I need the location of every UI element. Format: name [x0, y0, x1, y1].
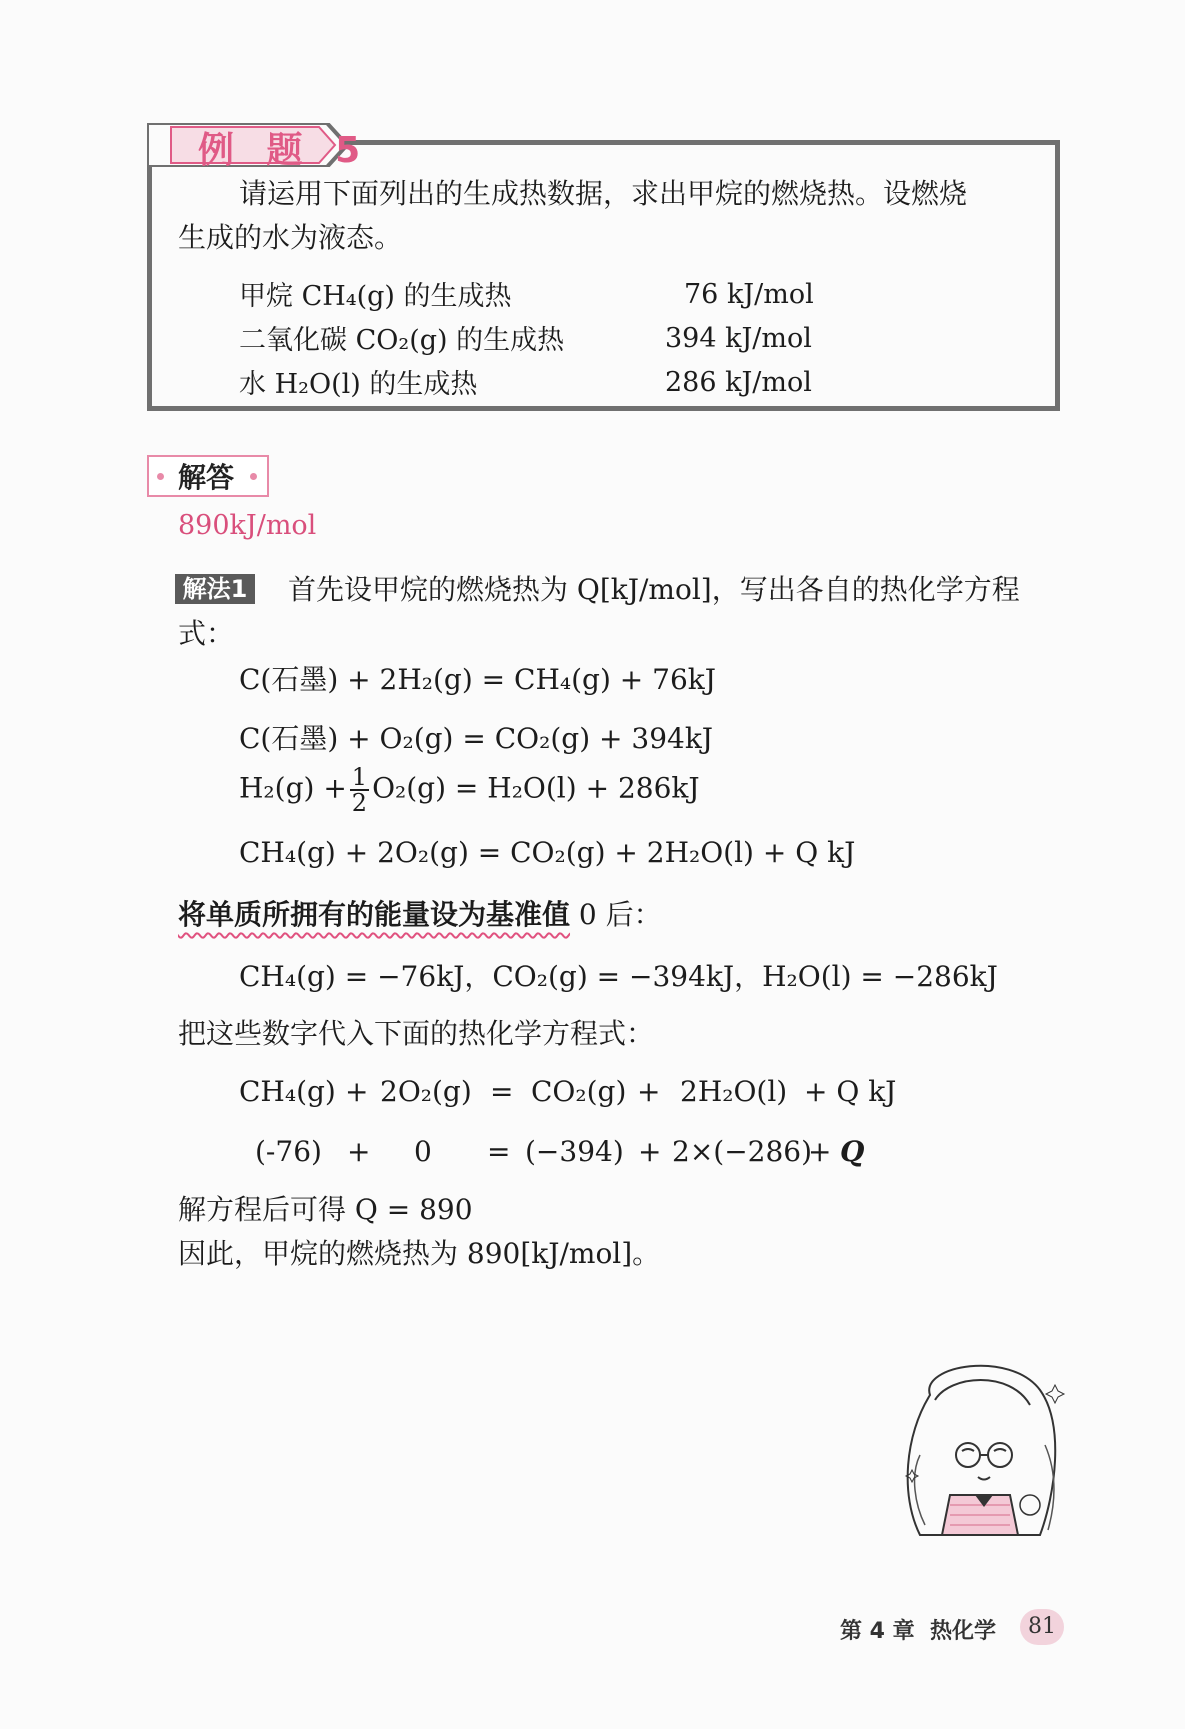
- final-val-op-2: +: [638, 1135, 662, 1168]
- fraction-denominator: 2: [351, 789, 368, 817]
- method1-badge: 解法1: [175, 574, 255, 604]
- equation-3-right: O₂(g) = H₂O(l) + 286kJ: [372, 771, 700, 805]
- final-eq-op-1: +: [345, 1075, 369, 1108]
- equation-3: [239, 765, 700, 815]
- data-row-label-methane: 甲烷 CH₄(g) 的生成热: [239, 281, 512, 312]
- mascot-illustration: [890, 1355, 1070, 1555]
- final-val-2: 0: [414, 1135, 432, 1168]
- example-title: 例 题 5: [198, 130, 371, 171]
- final-eq-term-2: 2O₂(g): [380, 1075, 472, 1108]
- equation-3-left: H₂(g) +: [239, 771, 347, 805]
- answer-dot-right: [250, 473, 257, 480]
- final-val-op-1: +: [347, 1135, 371, 1168]
- final-val-op-3: +: [808, 1135, 832, 1168]
- data-row-label-co2: 二氧化碳 CO₂(g) 的生成热: [239, 325, 565, 356]
- fraction-numerator: 1: [351, 763, 368, 791]
- final-eq-term-3: CO₂(g): [531, 1075, 627, 1108]
- example-prompt-line2: 生成的水为液态。: [178, 221, 403, 254]
- final-val-eq: =: [487, 1135, 511, 1168]
- final-val-4: 2×(−286): [672, 1135, 813, 1168]
- reference-suffix: 0 后：: [570, 898, 662, 931]
- reference-emphasis: 将单质所拥有的能量设为基准值: [178, 898, 571, 931]
- answer-dot-left: [157, 473, 164, 480]
- final-val-1: (-76): [255, 1135, 322, 1168]
- final-eq-eq: =: [490, 1075, 514, 1108]
- final-eq-term-1: CH₄(g): [239, 1075, 336, 1108]
- method1-intro-line1: 首先设甲烷的燃烧热为 Q[kJ/mol]，写出各自的热化学方程: [288, 573, 1020, 606]
- half-fraction: [350, 765, 369, 815]
- equation-1: C(石墨) + 2H₂(g) = CH₄(g) + 76kJ: [239, 663, 716, 696]
- equation-4: CH₄(g) + 2O₂(g) = CO₂(g) + 2H₂O(l) + Q kJ: [239, 836, 856, 869]
- method1-intro-line2: 式：: [178, 617, 235, 650]
- data-row-value-methane: 76 kJ/mol: [684, 279, 814, 310]
- reference-values: CH₄(g) = −76kJ，CO₂(g) = −394kJ，H₂O(l) = −286kJ: [239, 960, 998, 993]
- final-eq-op-2: +: [637, 1075, 661, 1108]
- answer-value: 890kJ/mol: [178, 510, 317, 541]
- reference-line: [178, 893, 662, 937]
- data-row-value-water: 286 kJ/mol: [665, 367, 812, 398]
- data-row-value-co2: 394 kJ/mol: [665, 323, 812, 354]
- footer-chapter: 第 4 章: [840, 1619, 915, 1644]
- final-eq-term-5: + Q kJ: [804, 1075, 897, 1108]
- substitute-text: 把这些数字代入下面的热化学方程式：: [178, 1017, 655, 1050]
- equation-2: C(石墨) + O₂(g) = CO₂(g) + 394kJ: [239, 722, 714, 755]
- final-eq-term-4: 2H₂O(l): [680, 1075, 788, 1108]
- example-prompt-line1: 请运用下面列出的生成热数据，求出甲烷的燃烧热。设燃烧: [239, 177, 968, 210]
- answer-label: 解答: [178, 461, 235, 494]
- final-val-3: (−394): [525, 1135, 624, 1168]
- page-number: 81: [1020, 1609, 1064, 1645]
- final-val-q: Q: [840, 1135, 865, 1168]
- solve-text: 解方程后可得 Q = 890: [178, 1193, 473, 1226]
- footer-section: 热化学: [930, 1619, 997, 1644]
- data-row-label-water: 水 H₂O(l) 的生成热: [239, 369, 478, 400]
- conclusion-text: 因此，甲烷的燃烧热为 890[kJ/mol]。: [178, 1237, 661, 1270]
